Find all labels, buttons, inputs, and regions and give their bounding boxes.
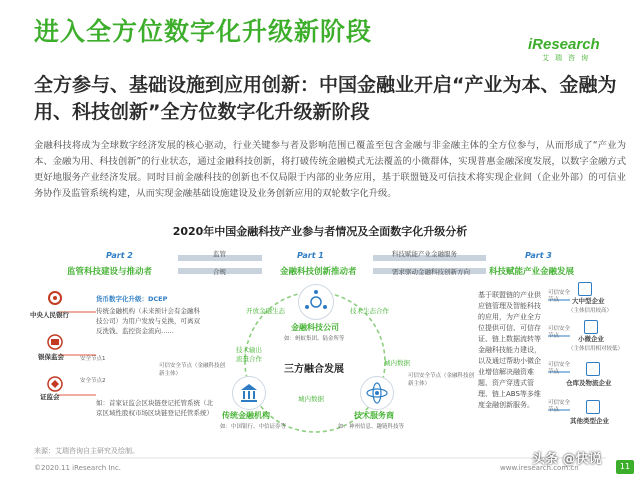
atom-icon [361,377,393,409]
part1-label: Part 1 [297,251,324,260]
part3-heading: 科技赋能产业金融发展 [489,267,575,277]
fintech-label: 金融科技公司 [291,323,339,332]
dcep-title: 货币数字化升级：DCEP [96,295,168,303]
industry-sub-2: （主体信用相对较低） [568,346,624,352]
tech-label: 技术服务商 [354,411,394,420]
industry-name-1: 大中型企业 [572,297,605,305]
arrow-label-demand: 需求驱动金融科技创新方向 [392,268,470,276]
csrc-blockchain-text: 如：首家证监会区块链登记托管系统（北京区域性股权市场区块链登记托管系统） [96,399,213,417]
slide-subtitle: 全方参与、基础设施到应用创新：中国金融业开启“产业为本、金融为用、科技创新”全方位数字化升级新阶段 [34,74,617,123]
part2-label: Part 2 [106,251,133,260]
regulator-name-2: 银保监会 [38,353,64,361]
logo-sub: 艾瑞咨询 [542,54,594,62]
csrc-icon [44,376,66,392]
ring-label-data-right: 城内数据 [384,359,410,367]
industry-name-2: 小微企业 [578,335,604,343]
ring-label-open-finance: 开放金融生态 [246,307,285,315]
regulator-central-bank [40,290,70,310]
fusion-center: 三方融合发展 [284,364,344,375]
tech-node-circle [360,376,394,410]
site-url: www.iresearch.com.cn [500,464,579,472]
trusted-node-note-left: 可信安全节点（金融科技创新主体） [159,363,226,377]
industry-node-3: 可信安全节点 [548,362,571,375]
traditional-desc: 如：中国银行、中信证券等 [220,424,287,430]
industry-sub-1: （主体信用较高） [568,308,613,314]
regulator-cbirc [40,334,70,354]
fintech-node-circle [298,284,334,320]
arrow-label-empower: 科技赋能产业金融服务 [392,250,457,258]
slide-title: 进入全方位数字化升级新阶段 [34,17,373,46]
trusted-node-note-right: 可信安全节点（金融科技创新主体） [408,373,475,387]
network-icon [299,285,333,319]
ring-label-tech-ecosystem: 技术生态合作 [350,307,389,315]
arrow-label-regulate: 监管 [213,250,226,258]
part3-label: Part 3 [525,251,552,260]
industry-node-1: 可信安全节点 [548,290,571,303]
copyright: ©2020.11 iResearch Inc. [34,464,122,472]
dcep-node-1: 安全节点1 [80,356,106,362]
arrow-label-compliance: 合规 [213,268,226,276]
logo-main: iResearch [528,36,600,53]
body-paragraph: 金融科技将成为全球数字经济发展的核心驱动，行业关键参与者及影响范围已覆盖至包含金融与非金融主体的全方位参与，从而形成了“产业为本、金融为用、科技创新”的行业状态，通过金融科技创新，将打破传统金融模式无法覆盖的小微群体，实现普惠金融深度发展，以数字金融方式更好地服务产业经济发展。同时目前金融科技的创新也不仅局限于内部的业务应用，基于联盟链及可信技术将实现企业间（企业外部）的可信业务协作及监管系统构建，从而实现金融基础设施建设及业务创新应用的双轮数字化升级。 [34,140,626,199]
diagram-title: 2020年中国金融科技产业参与者情况及全面数字化升级分析 [172,225,468,238]
large-enterprise-icon [578,282,592,296]
dcep-text: 传统金融机构（未来预计会有金融科技公司）为用户发放与兑换，可离双反洗钱、监控资金流向…… [96,307,200,335]
part2-heading: 监管科技建设与推动者 [67,267,153,277]
regulator-name-3: 证监会 [40,393,60,401]
small-enterprise-icon [584,320,598,334]
industry-node-4: 可信安全节点 [548,400,571,413]
source-note: 来源：艾瑞咨询自主研究及绘制。 [34,447,139,455]
bank-icon [233,377,265,409]
traditional-node-circle [232,376,266,410]
dcep-node-2: 安全节点2 [80,378,106,384]
regulator-name-1: 中央人民银行 [30,311,69,319]
industry-node-2: 可信安全节点 [548,326,571,339]
part1-heading: 金融科技创新推动者 [280,267,357,277]
traditional-label: 传统金融机构 [222,411,270,420]
industry-name-4: 其他类型企业 [570,417,609,425]
ring-label-tech-output: 技术输出流量合作 [236,346,262,363]
other-enterprise-icon [586,400,600,414]
fintech-desc: 如：蚂蚁集团、陆金所等 [284,336,345,342]
tech-desc: 如：神州信息、趣链科技等 [338,424,405,430]
industry-name-3: 仓库及物流企业 [566,379,612,387]
central-bank-icon [44,290,66,306]
watermark: 头条 @快说 [532,452,602,467]
part3-description: 基于联盟链的产业供应链管理及智能科技的应用，为产业全方位提供可信、可信存证、链上数据流转等金融科技能力建设，以及通过帮助小微企业增信解决融资难题、资产穿透式管理、链上ABS等多维度金融创新服务。 [478,291,541,409]
page-number: 11 [616,460,634,474]
warehouse-icon [586,362,600,376]
cbirc-icon [44,334,66,350]
ring-label-data-bottom: 城内数据 [298,395,324,403]
